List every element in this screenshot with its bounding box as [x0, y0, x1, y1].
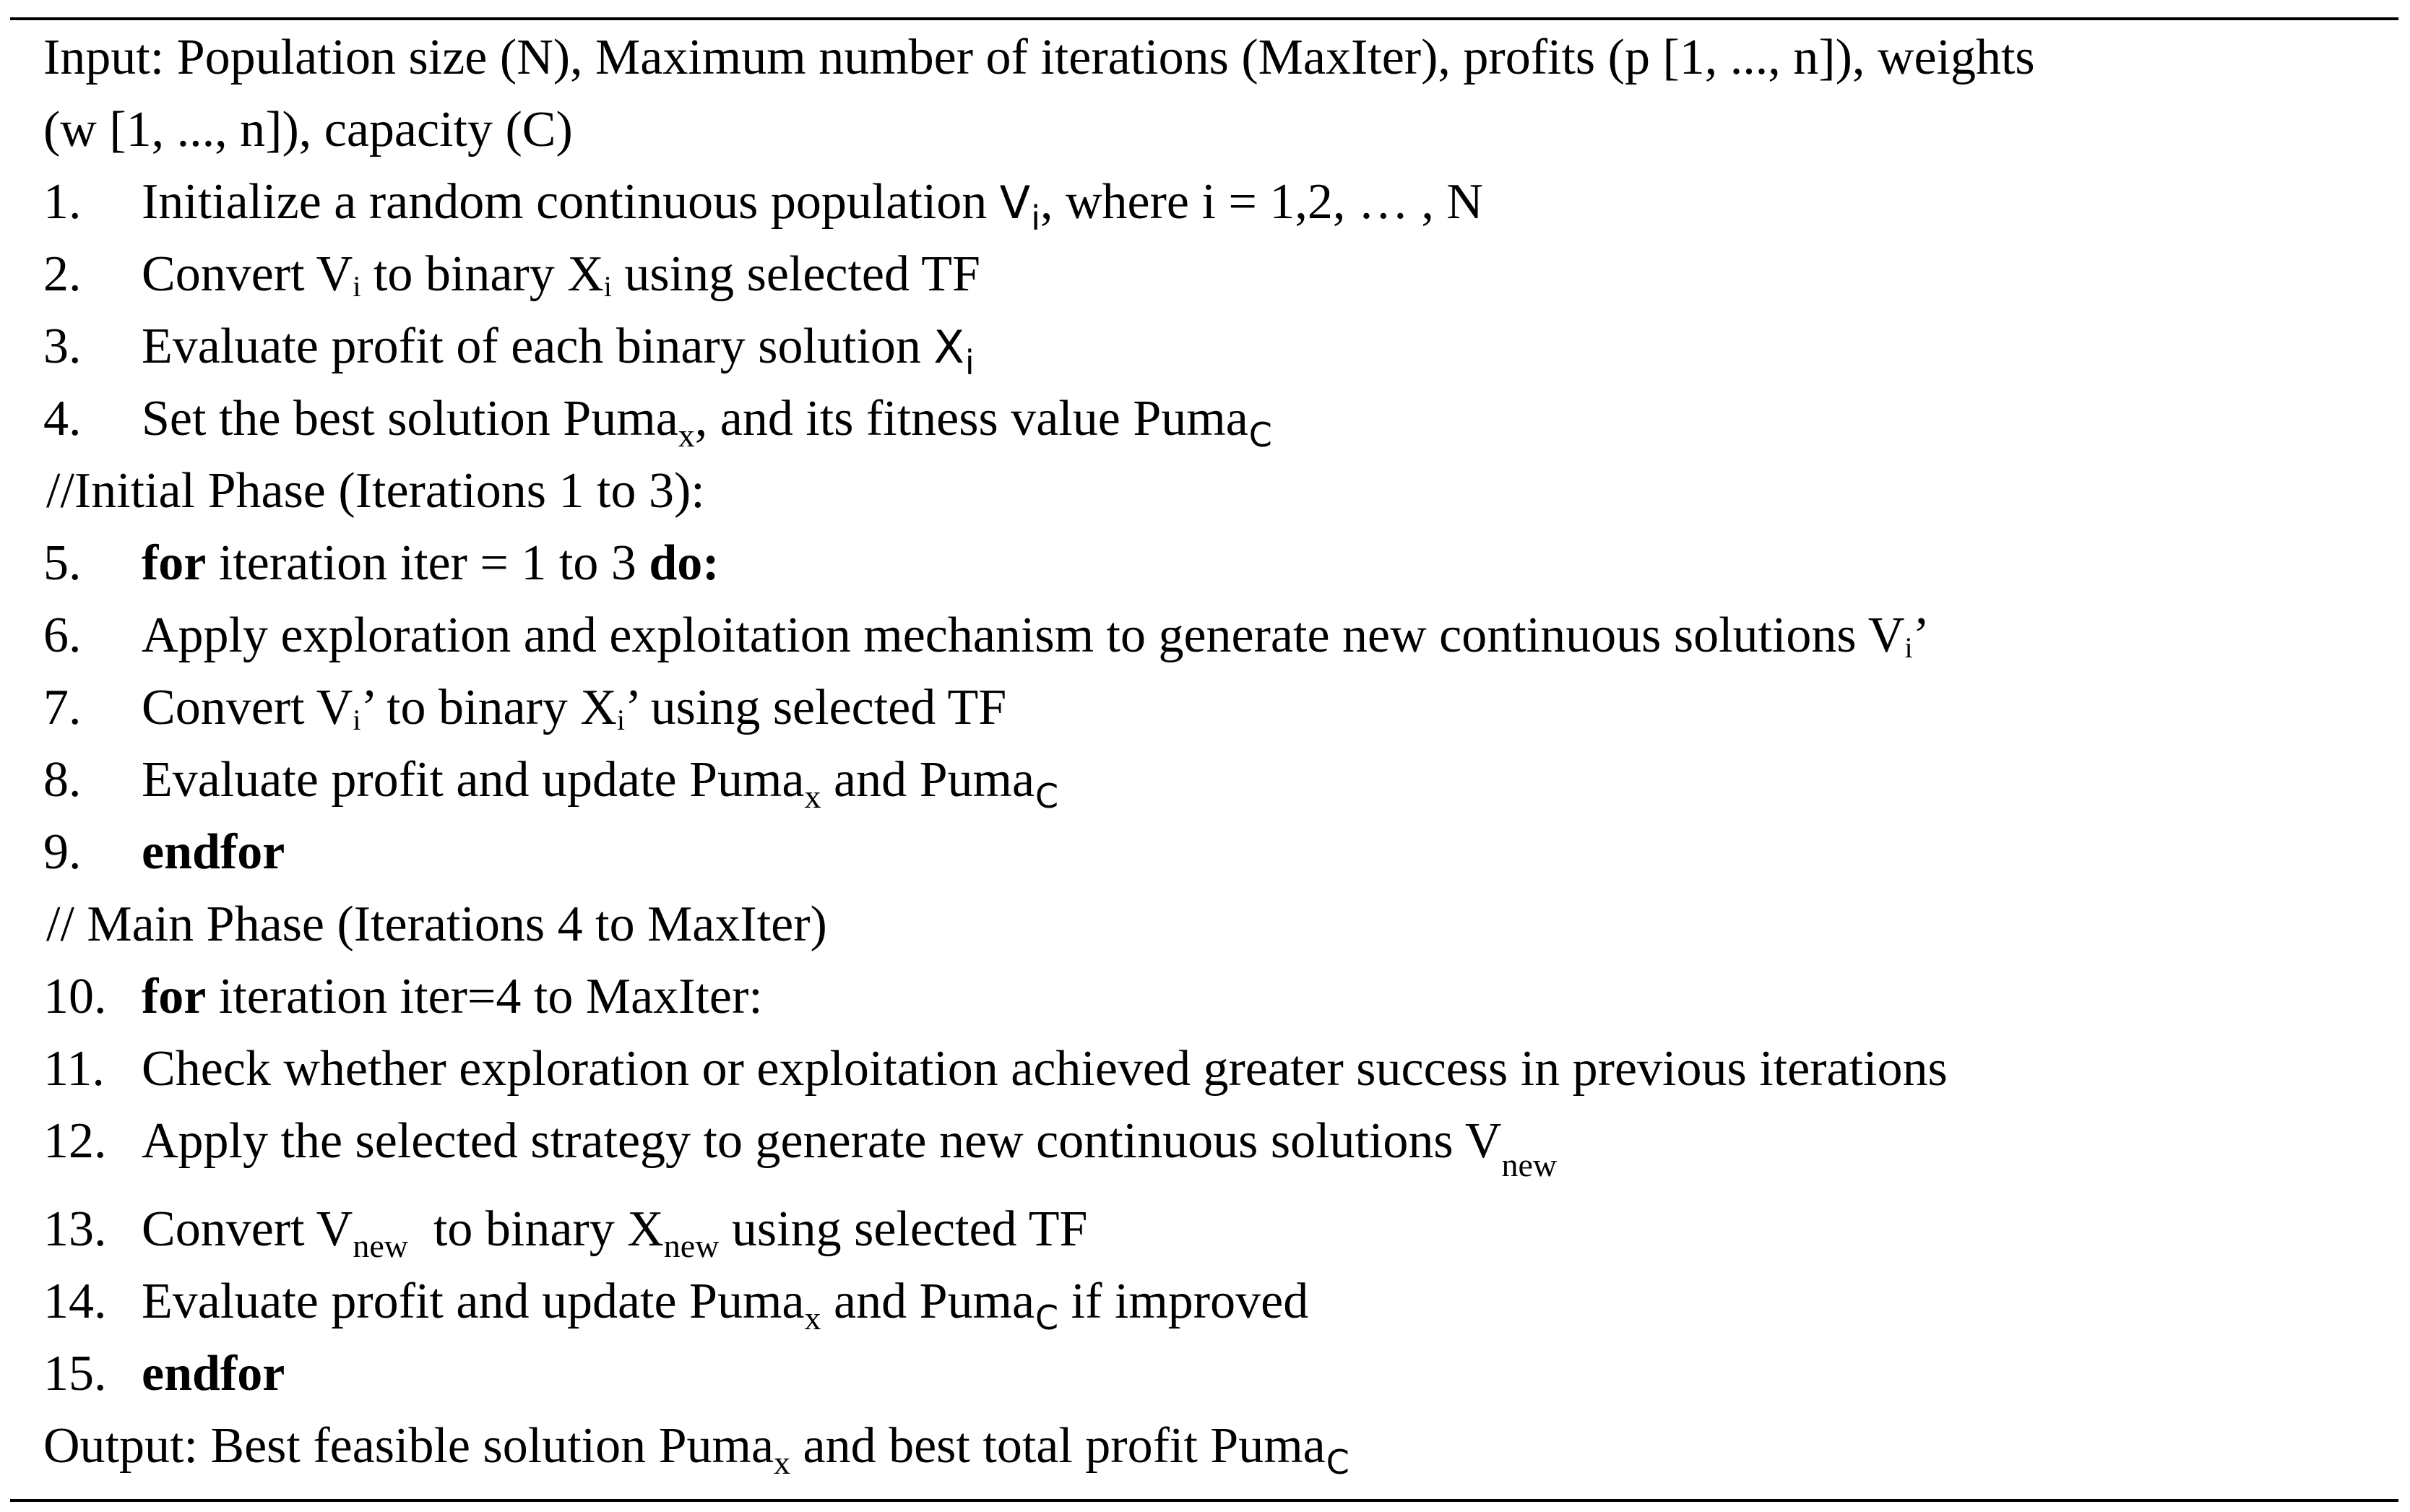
step-text: Apply exploration and exploitation mechanism to generate new continuous solutions Vi’ [142, 608, 1930, 664]
step-number: 6. [43, 608, 82, 663]
step-number: 9. [43, 824, 82, 880]
step-number: 10. [43, 969, 107, 1024]
step-text: Set the best solution Puma$_x$, and its fitness value Puma$_C$ [142, 391, 1272, 454]
step-number: 8. [43, 752, 82, 808]
step-number: 14. [43, 1274, 107, 1329]
step-number: 11. [43, 1041, 105, 1097]
step-text: for iteration iter=4 to MaxIter: [142, 969, 763, 1024]
step-number: 5. [43, 535, 82, 591]
step-text: Evaluate profit of each binary solution $X_i$ [142, 319, 975, 382]
step-number: 15. [43, 1346, 107, 1401]
step-text: Convert $V_{new}$ to binary $X_{new}$ using selected TF [142, 1201, 1088, 1264]
step-text: Initialize a random continuous population $V_i$, where i = 1,2, … , N [142, 174, 1483, 238]
step-text: Check whether exploration or exploitation achieved greater success in previous iterations [142, 1041, 1948, 1097]
step-number: 1. [43, 174, 82, 230]
step-number: 4. [43, 391, 82, 446]
step-number: 3. [43, 319, 82, 374]
step-text: Convert Vi to binary Xi using selected TF [142, 246, 980, 303]
step-text: Evaluate profit and update Puma$_x$ and Puma$_C$ if improved [142, 1274, 1309, 1337]
table-bottom-rule [10, 1499, 2398, 1502]
step-text: endfor [142, 1346, 285, 1401]
step-text: for iteration iter = 1 to 3 do: [142, 535, 720, 591]
table-top-rule [10, 17, 2398, 20]
step-text: endfor [142, 824, 285, 880]
step-number: 12. [43, 1113, 107, 1169]
step-number: 7. [43, 680, 82, 735]
step-text: Apply the selected strategy to generate new continuous solutions $V_{new}$ [142, 1113, 1558, 1183]
step-number: 2. [43, 246, 82, 302]
step-text: Evaluate profit and update Puma$_x$ and Puma$_C$ [142, 752, 1059, 816]
step-number: 13. [43, 1201, 107, 1257]
step-text: Convert Vi’ to binary Xi’ using selected TF [142, 680, 1007, 736]
